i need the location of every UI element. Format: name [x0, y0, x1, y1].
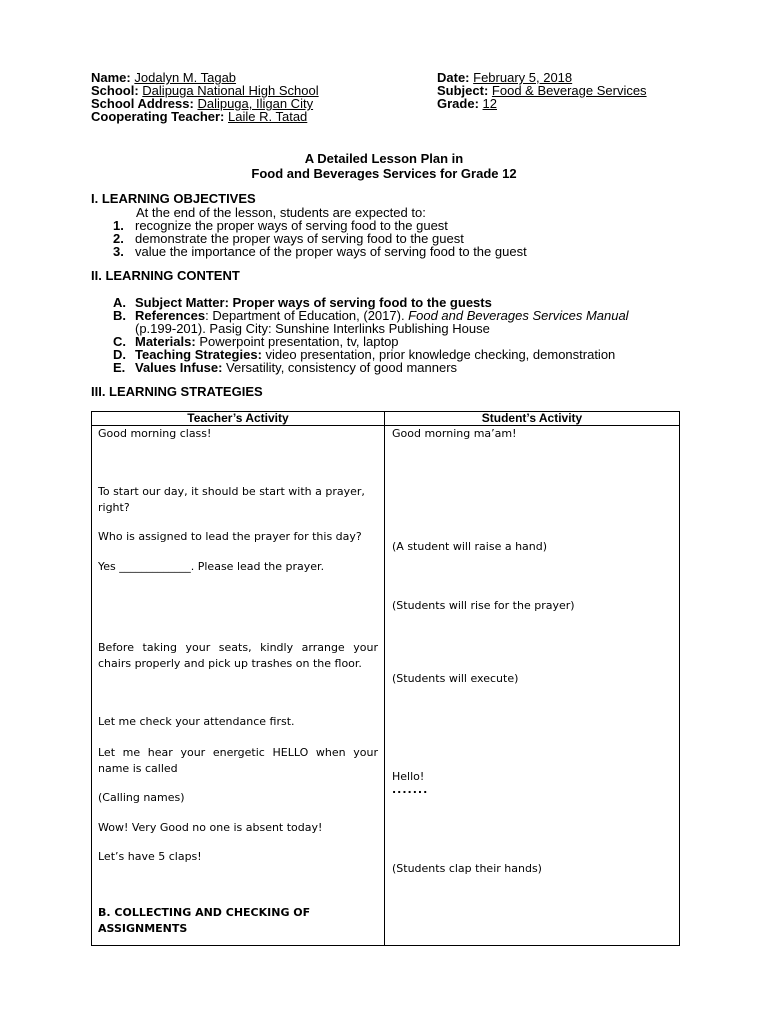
strategies-heading: III. LEARNING STRATEGIES — [91, 384, 263, 399]
student-column-header: Student’s Activity — [385, 412, 680, 426]
content-letter: E. — [113, 360, 126, 375]
objective-number: 2. — [113, 231, 124, 246]
student-line: ....... — [392, 783, 429, 796]
teacher-line: Who is assigned to lead the prayer for this day? — [98, 530, 362, 543]
objective-number: 3. — [113, 244, 124, 259]
school-value: Dalipuga National High School — [142, 83, 319, 98]
materials-text: Powerpoint presentation, tv, laptop — [195, 334, 399, 349]
values-text: Versatility, consistency of good manners — [222, 360, 458, 375]
table-row — [92, 426, 680, 946]
teacher-line: Wow! Very Good no one is absent today! — [98, 821, 323, 834]
student-activity-cell — [385, 426, 680, 946]
content-letter: A. — [113, 295, 126, 310]
grade-value: 12 — [482, 96, 497, 111]
objective-item-3 — [113, 245, 527, 258]
objective-text: value the importance of the proper ways of serving food to the guest — [135, 244, 527, 259]
cooperating-teacher-value: Laile R. Tatad — [228, 109, 308, 124]
teacher-line: Yes _____________. Please lead the prayer. — [98, 560, 325, 573]
teacher-column-header: Teacher’s Activity — [92, 412, 385, 426]
student-line: (A student will raise a hand) — [392, 540, 548, 553]
teacher-line: To start our day, it should be start with a prayer, right? — [98, 485, 365, 514]
teacher-line: Let me check your attendance first. — [98, 715, 295, 728]
cooperating-teacher-label: Cooperating Teacher: — [91, 109, 225, 124]
content-letter: B. — [113, 308, 126, 323]
objectives-intro: At the end of the lesson, students are expected to: — [136, 205, 426, 220]
subject-label: Subject: — [437, 83, 489, 98]
page-title: A Detailed Lesson Plan in — [304, 151, 464, 166]
teacher-line: B. COLLECTING AND CHECKING OF ASSIGNMENTS — [98, 906, 311, 935]
teaching-strategies-label: Teaching Strategies: — [135, 347, 262, 362]
materials-label: Materials: — [135, 334, 196, 349]
objective-text: recognize the proper ways of serving food to the guest — [135, 218, 448, 233]
grade-label: Grade: — [437, 96, 479, 111]
teacher-line: Let’s have 5 claps! — [98, 850, 202, 863]
address-label: School Address: — [91, 96, 194, 111]
references-title: Food and Beverages Services Manual — [408, 308, 629, 323]
date-label: Date: — [437, 70, 470, 85]
page-subtitle: Food and Beverages Services for Grade 12 — [251, 166, 517, 181]
objectives-heading: I. LEARNING OBJECTIVES — [91, 191, 256, 206]
objective-number: 1. — [113, 218, 124, 233]
name-label: Name: — [91, 70, 131, 85]
content-letter: D. — [113, 347, 126, 362]
teacher-line: Before taking your seats, kindly arrange your chairs properly and pick up trashes on the floor. — [98, 641, 378, 670]
student-line: (Students clap their hands) — [392, 862, 542, 875]
subject-value: Food & Beverage Services — [491, 83, 647, 98]
subject-matter-text: Subject Matter: Proper ways of serving food to the guests — [135, 295, 492, 310]
name-value: Jodalyn M. Tagab — [134, 70, 237, 85]
teacher-line: Good morning class! — [98, 427, 212, 440]
references-line-2: (p.199-201). Pasig City: Sunshine Interlinks Publishing House — [135, 321, 490, 336]
school-label: School: — [91, 83, 139, 98]
teaching-strategies-text: video presentation, prior knowledge checking, demonstration — [261, 347, 616, 362]
content-letter: C. — [113, 334, 126, 349]
table-header-row — [92, 412, 680, 426]
student-line: (Students will rise for the prayer) — [392, 599, 575, 612]
student-line: Hello! — [392, 770, 425, 783]
teacher-line: (Calling names) — [98, 791, 185, 804]
activity-table — [91, 411, 680, 946]
content-item-e — [113, 361, 457, 374]
references-text: : Department of Education, (2017). — [205, 308, 409, 323]
student-line: (Students will execute) — [392, 672, 519, 685]
values-label: Values Infuse: — [135, 360, 223, 375]
student-line: Good morning ma’am! — [392, 427, 517, 440]
teacher-line: Let me hear your energetic HELLO when your name is called — [98, 746, 378, 775]
cooperating-teacher-line — [91, 110, 307, 124]
objective-text: demonstrate the proper ways of serving food to the guest — [135, 231, 464, 246]
references-label: References — [135, 308, 206, 323]
date-value: February 5, 2018 — [473, 70, 573, 85]
address-value: Dalipuga, Iligan City — [197, 96, 314, 111]
teacher-activity-cell — [92, 426, 385, 946]
grade-line — [437, 97, 497, 111]
content-heading: II. LEARNING CONTENT — [91, 268, 240, 283]
